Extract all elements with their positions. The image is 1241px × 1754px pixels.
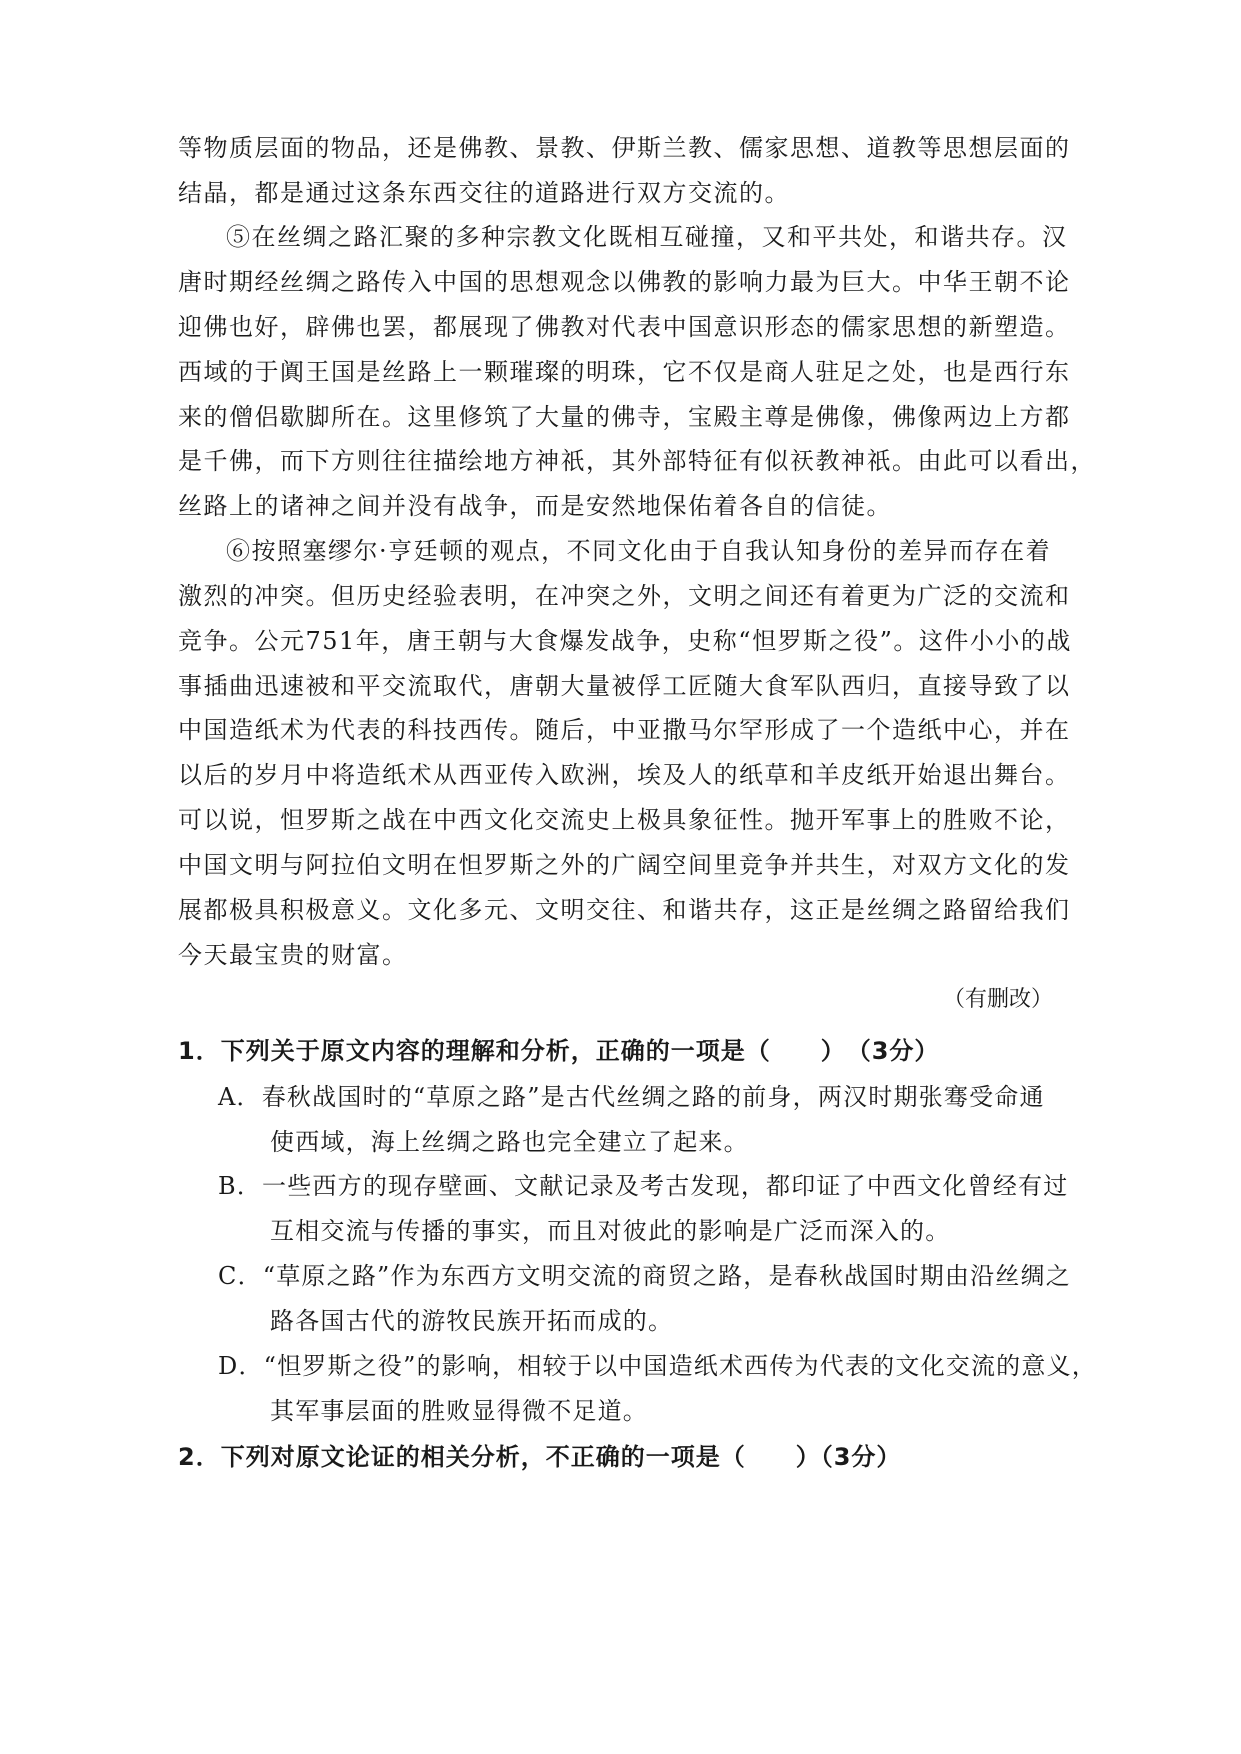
passage-line: 竞争。公元751年，唐王朝与大食爆发战争，史称“怛罗斯之役”。这件小小的战 [178, 627, 1072, 655]
paragraph-6-first-line: ⑥按照塞缪尔·亨廷顿的观点，不同文化由于自我认知身份的差异而存在着 [226, 537, 1052, 565]
passage-line: 等物质层面的物品，还是佛教、景教、伊斯兰教、儒家思想、道教等思想层面的 [178, 134, 1071, 162]
question-2-stem: 2．下列对原文论证的相关分析，不正确的一项是（ ）（3分） [178, 1443, 902, 1471]
source-note: （有删改） [942, 987, 1053, 1012]
passage-line: 是千佛，而下方则往往描绘地方神祇，其外部特征有似祆教神祇。由此可以看出， [178, 447, 1096, 475]
passage-line: 结晶，都是通过这条东西交往的道路进行双方交流的。 [178, 179, 790, 207]
passage-line: 可以说，怛罗斯之战在中西文化交流史上极具象征性。抛开军事上的胜败不论， [178, 806, 1071, 834]
question-1-stem: 1．下列关于原文内容的理解和分析，正确的一项是（ ） （3分） [178, 1037, 940, 1065]
passage-line: 丝路上的诸神之间并没有战争，而是安然地保佑着各自的信徒。 [178, 492, 892, 520]
passage-line: 事插曲迅速被和平交流取代，唐朝大量被俘工匠随大食军队西归，直接导致了以 [178, 672, 1071, 700]
passage-line: 今天最宝贵的财富。 [178, 941, 408, 969]
passage-line: 中国造纸术为代表的科技西传。随后，中亚撒马尔罕形成了一个造纸中心，并在 [178, 716, 1071, 744]
passage-line: 展都极具积极意义。文化多元、文明交往、和谐共存，这正是丝绸之路留给我们 [178, 896, 1071, 924]
question-1-option-c: C．“草原之路”作为东西方文明交流的商贸之路，是春秋战国时期由沿丝绸之 [218, 1262, 1071, 1290]
passage-line: 来的僧侣歇脚所在。这里修筑了大量的佛寺，宝殿主尊是佛像，佛像两边上方都 [178, 403, 1071, 431]
question-1-option-d-cont: 其军事层面的胜败显得微不足道。 [270, 1397, 648, 1425]
passage-line: 激烈的冲突。但历史经验表明，在冲突之外，文明之间还有着更为广泛的交流和 [178, 582, 1071, 610]
passage-line: 唐时期经丝绸之路传入中国的思想观念以佛教的影响力最为巨大。中华王朝不论 [178, 268, 1071, 296]
passage-line: 中国文明与阿拉伯文明在怛罗斯之外的广阔空间里竞争并共生，对双方文化的发 [178, 851, 1071, 879]
question-1-option-a: A．春秋战国时的“草原之路”是古代丝绸之路的前身，两汉时期张骞受命通 [218, 1083, 1045, 1111]
question-1-option-d: D．“怛罗斯之役”的影响，相较于以中国造纸术西传为代表的文化交流的意义， [218, 1352, 1097, 1380]
passage-line: 迎佛也好，辟佛也罢，都展现了佛教对代表中国意识形态的儒家思想的新塑造。 [178, 313, 1071, 341]
question-1-option-b-cont: 互相交流与传播的事实，而且对彼此的影响是广泛而深入的。 [270, 1217, 951, 1245]
question-1-option-b: B．一些西方的现存壁画、文献记录及考古发现，都印证了中西文化曾经有过 [218, 1172, 1069, 1200]
paragraph-5-first-line: ⑤在丝绸之路汇聚的多种宗教文化既相互碰撞，又和平共处，和谐共存。汉 [226, 223, 1068, 251]
question-1-option-a-cont: 使西域，海上丝绸之路也完全建立了起来。 [270, 1128, 749, 1156]
question-1-option-c-cont: 路各国古代的游牧民族开拓而成的。 [270, 1307, 674, 1335]
passage-line: 以后的岁月中将造纸术从西亚传入欧洲，埃及人的纸草和羊皮纸开始退出舞台。 [178, 761, 1071, 789]
passage-line: 西域的于阗王国是丝路上一颗璀璨的明珠，它不仅是商人驻足之处，也是西行东 [178, 358, 1071, 386]
